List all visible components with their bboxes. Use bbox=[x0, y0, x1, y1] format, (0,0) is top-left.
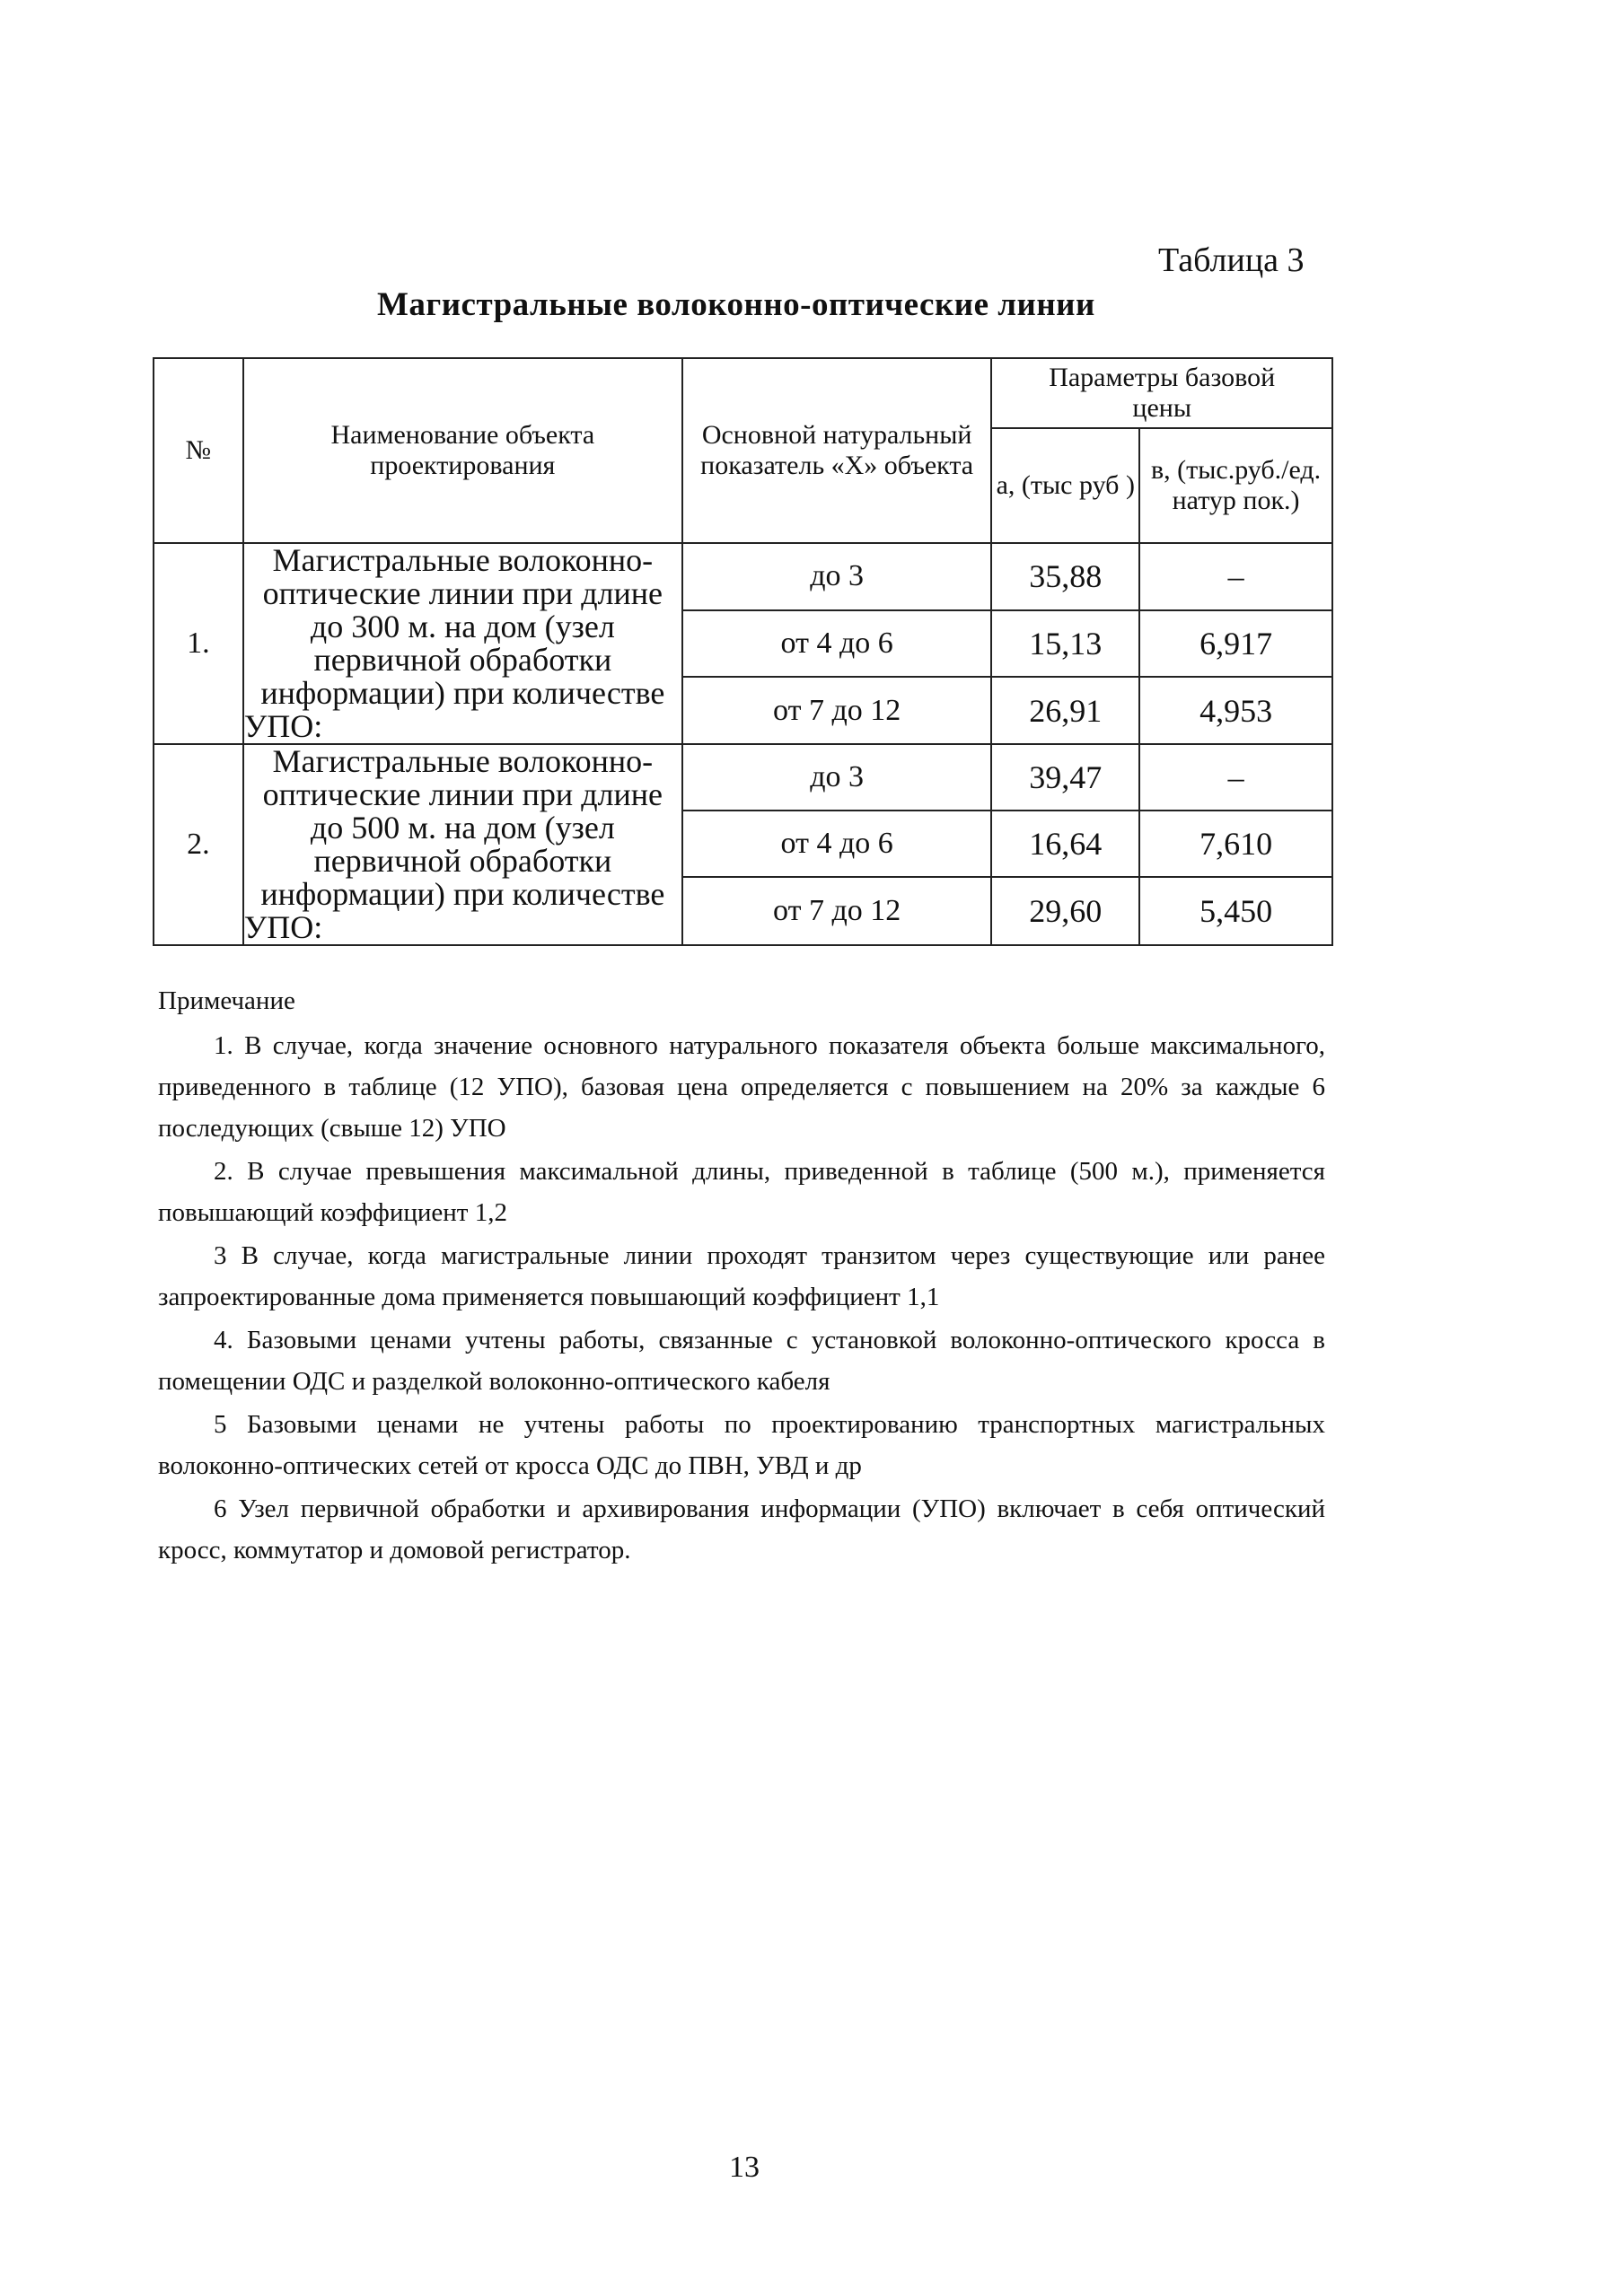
note-item: 4. Базовыми ценами учтены работы, связанные с установкой волоконно-оптического кросса в помещении ОДС и разделкой волоконно-оптического кабеля bbox=[158, 1326, 1325, 1396]
value-b: 7,610 bbox=[1139, 811, 1332, 877]
notes-heading: Примечание bbox=[158, 986, 295, 1015]
row-number: 1. bbox=[154, 543, 243, 744]
indicator-cell: от 7 до 12 bbox=[682, 877, 991, 945]
value-a: 15,13 bbox=[991, 610, 1139, 678]
value-b: 6,917 bbox=[1139, 610, 1332, 678]
value-b: 4,953 bbox=[1139, 677, 1332, 744]
object-name-text: Магистральные волоконно-оптические линии при длине до 500 м. на дом (узел первичной обработки информации) при количестве УПО: bbox=[243, 743, 665, 945]
object-name bbox=[243, 744, 682, 945]
note-item: 1. В случае, когда значение основного натурального показателя объекта больше максимального, приведенного в таблице (12 УПО), базовая цена определяется с повышением на 20% за каждые 6 последующих (свыше 12) УПО bbox=[158, 1031, 1325, 1143]
header-params: Параметры базовой цены bbox=[991, 358, 1332, 428]
price-table bbox=[153, 357, 1333, 946]
indicator-cell: от 4 до 6 bbox=[682, 811, 991, 877]
value-a: 16,64 bbox=[991, 811, 1139, 877]
indicator-cell: от 7 до 12 bbox=[682, 677, 991, 744]
header-a: а, (тыс руб ) bbox=[991, 428, 1139, 543]
note-item: 3 В случае, когда магистральные линии проходят транзитом через существующие или ранее запроектированные дома применяется повышающий коэффициент 1,1 bbox=[158, 1241, 1325, 1311]
value-b: 5,450 bbox=[1139, 877, 1332, 945]
object-name bbox=[243, 543, 682, 744]
indicator-cell: до 3 bbox=[682, 744, 991, 811]
row-number: 2. bbox=[154, 744, 243, 945]
note-item: 2. В случае превышения максимальной длины, приведенной в таблице (500 м.), применяется повышающий коэффициент 1,2 bbox=[158, 1157, 1325, 1227]
note-item: 6 Узел первичной обработки и архивирования информации (УПО) включает в себя оптический кросс, коммутатор и домовой регистратор. bbox=[158, 1494, 1325, 1564]
header-indicator: Основной натуральный показатель «Х» объекта bbox=[682, 358, 991, 543]
value-a: 39,47 bbox=[991, 744, 1139, 811]
value-a: 35,88 bbox=[991, 543, 1139, 610]
indicator-cell: от 4 до 6 bbox=[682, 610, 991, 678]
note-item: 5 Базовыми ценами не учтены работы по проектированию транспортных магистральных волоконно-оптических сетей от кросса ОДС до ПВН, УВД и др bbox=[158, 1410, 1325, 1480]
value-b: – bbox=[1139, 744, 1332, 811]
header-b: в, (тыс.руб./ед. натур пок.) bbox=[1139, 428, 1332, 543]
table-header-row bbox=[154, 358, 1332, 428]
object-name-text: Магистральные волоконно-оптические линии при длине до 300 м. на дом (узел первичной обработки информации) при количестве УПО: bbox=[243, 542, 665, 744]
header-name: Наименование объекта проектирования bbox=[243, 358, 682, 543]
document-title: Магистральные волоконно-оптические линии bbox=[377, 286, 1095, 323]
table-label: Таблица 3 bbox=[1158, 241, 1305, 279]
header-num: № bbox=[154, 358, 243, 543]
indicator-cell: до 3 bbox=[682, 543, 991, 610]
table-row bbox=[154, 744, 1332, 811]
page-number: 13 bbox=[729, 2151, 760, 2184]
notes-section bbox=[158, 980, 1325, 1573]
value-a: 29,60 bbox=[991, 877, 1139, 945]
value-a: 26,91 bbox=[991, 677, 1139, 744]
table-row bbox=[154, 543, 1332, 610]
value-b: – bbox=[1139, 543, 1332, 610]
